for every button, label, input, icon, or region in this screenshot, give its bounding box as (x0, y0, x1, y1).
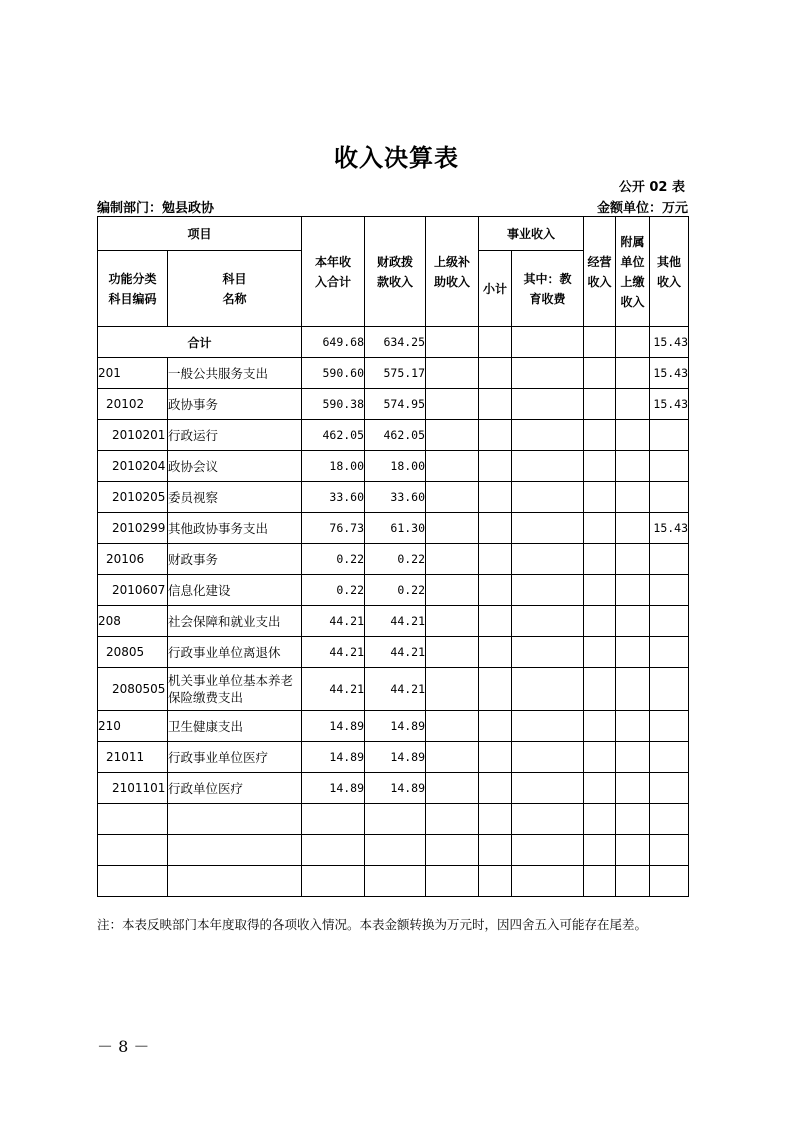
cell-other (650, 544, 689, 575)
cell-subtotal (479, 575, 512, 606)
cell-annual: 33.60 (302, 482, 365, 513)
empty-cell (650, 804, 689, 835)
cell-upper (426, 389, 479, 420)
cell-code: 20106 (98, 544, 168, 575)
header-edu-fee: 其中：教育收费 (512, 251, 584, 327)
cell-name: 一般公共服务支出 (168, 358, 302, 389)
cell-annual: 18.00 (302, 451, 365, 482)
table-row (98, 575, 689, 606)
empty-row (98, 804, 689, 835)
empty-cell (98, 804, 168, 835)
cell-upper (426, 773, 479, 804)
table-row (98, 711, 689, 742)
cell-code: 210 (98, 711, 168, 742)
empty-cell (584, 866, 616, 897)
table-row (98, 358, 689, 389)
table-row (98, 389, 689, 420)
cell-upper (426, 451, 479, 482)
cell-operating (584, 451, 616, 482)
table-row (98, 742, 689, 773)
cell-upper (426, 358, 479, 389)
cell-upper (426, 742, 479, 773)
cell-affiliated (616, 544, 650, 575)
cell-annual: 44.21 (302, 668, 365, 711)
cell-operating (584, 513, 616, 544)
cell-edu (512, 513, 584, 544)
empty-cell (616, 835, 650, 866)
total-row (98, 327, 689, 358)
cell-edu (512, 575, 584, 606)
empty-cell (479, 804, 512, 835)
cell-affiliated (616, 742, 650, 773)
cell-affiliated (616, 389, 650, 420)
cell-operating (584, 575, 616, 606)
empty-cell (98, 835, 168, 866)
cell-operating (584, 358, 616, 389)
table-row (98, 420, 689, 451)
table-row (98, 544, 689, 575)
cell-annual: 0.22 (302, 575, 365, 606)
cell-subtotal (479, 389, 512, 420)
cell-affiliated (616, 575, 650, 606)
cell-upper (426, 637, 479, 668)
cell-other (650, 637, 689, 668)
empty-row (98, 866, 689, 897)
cell-fiscal: 61.30 (365, 513, 426, 544)
cell-other: 15.43 (650, 389, 689, 420)
cell-edu (512, 668, 584, 711)
cell-upper (426, 513, 479, 544)
cell-other: 15.43 (650, 513, 689, 544)
cell-fiscal: 44.21 (365, 606, 426, 637)
total-label: 合计 (98, 327, 302, 358)
table-row (98, 482, 689, 513)
cell-annual: 44.21 (302, 606, 365, 637)
header-fiscal: 财政拨款收入 (365, 217, 426, 327)
cell-affiliated (616, 668, 650, 711)
cell-fiscal: 44.21 (365, 668, 426, 711)
cell-annual: 590.60 (302, 358, 365, 389)
cell-other (650, 575, 689, 606)
empty-cell (365, 804, 426, 835)
cell-operating (584, 606, 616, 637)
cell-name: 行政单位医疗 (168, 773, 302, 804)
cell-affiliated (616, 358, 650, 389)
cell-affiliated (616, 420, 650, 451)
cell-edu (512, 451, 584, 482)
cell-subtotal (479, 513, 512, 544)
cell-fiscal: 14.89 (365, 742, 426, 773)
cell-subtotal (479, 637, 512, 668)
cell-affiliated (616, 711, 650, 742)
cell-name: 卫生健康支出 (168, 711, 302, 742)
empty-cell (168, 804, 302, 835)
cell-edu (512, 637, 584, 668)
cell-name: 行政运行 (168, 420, 302, 451)
cell-fiscal: 14.89 (365, 773, 426, 804)
form-number: 公开 02 表 (618, 180, 685, 195)
cell-other (650, 668, 689, 711)
header-other: 其他收入 (650, 217, 689, 327)
empty-cell (584, 804, 616, 835)
cell-operating (584, 773, 616, 804)
cell-name: 机关事业单位基本养老保险缴费支出 (168, 668, 302, 711)
cell-edu (512, 389, 584, 420)
empty-row (98, 835, 689, 866)
empty-cell (302, 804, 365, 835)
cell-edu (512, 606, 584, 637)
cell-affiliated (616, 637, 650, 668)
cell-subtotal (479, 606, 512, 637)
cell-code: 20102 (98, 389, 168, 420)
cell-upper (426, 420, 479, 451)
cell-code: 21011 (98, 742, 168, 773)
cell-subtotal (479, 742, 512, 773)
empty-cell (650, 866, 689, 897)
cell-code: 20805 (98, 637, 168, 668)
header-affiliated: 附属单位上缴收入 (616, 217, 650, 327)
cell-other: 15.43 (650, 327, 689, 358)
cell-subtotal (479, 327, 512, 358)
cell-code: 201 (98, 358, 168, 389)
cell-edu (512, 327, 584, 358)
cell-fiscal: 14.89 (365, 711, 426, 742)
cell-name: 社会保障和就业支出 (168, 606, 302, 637)
cell-affiliated (616, 513, 650, 544)
cell-name: 信息化建设 (168, 575, 302, 606)
cell-name: 政协会议 (168, 451, 302, 482)
cell-annual: 0.22 (302, 544, 365, 575)
cell-annual: 462.05 (302, 420, 365, 451)
cell-fiscal: 634.25 (365, 327, 426, 358)
cell-fiscal: 574.95 (365, 389, 426, 420)
cell-annual: 14.89 (302, 773, 365, 804)
cell-operating (584, 742, 616, 773)
cell-operating (584, 637, 616, 668)
cell-code: 2080505 (98, 668, 168, 711)
cell-other (650, 420, 689, 451)
cell-subtotal (479, 451, 512, 482)
cell-fiscal: 0.22 (365, 575, 426, 606)
empty-cell (512, 804, 584, 835)
cell-name: 财政事务 (168, 544, 302, 575)
cell-code: 2010205 (98, 482, 168, 513)
cell-operating (584, 711, 616, 742)
cell-affiliated (616, 482, 650, 513)
cell-fiscal: 0.22 (365, 544, 426, 575)
cell-fiscal: 575.17 (365, 358, 426, 389)
empty-cell (479, 835, 512, 866)
page-number: － 8 － (97, 1037, 150, 1056)
cell-name: 其他政协事务支出 (168, 513, 302, 544)
cell-code: 2010299 (98, 513, 168, 544)
cell-operating (584, 668, 616, 711)
cell-code: 2010201 (98, 420, 168, 451)
header-subtotal: 小计 (479, 251, 512, 327)
cell-edu (512, 482, 584, 513)
cell-upper (426, 606, 479, 637)
cell-upper (426, 544, 479, 575)
cell-operating (584, 327, 616, 358)
department-label: 编制部门：勉县政协 (97, 201, 215, 216)
cell-edu (512, 742, 584, 773)
cell-edu (512, 544, 584, 575)
cell-other (650, 711, 689, 742)
cell-edu (512, 773, 584, 804)
header-func-code: 功能分类科目编码 (98, 251, 168, 327)
header-upper-subsidy: 上级补助收入 (426, 217, 479, 327)
unit-label: 金额单位：万元 (596, 201, 688, 216)
table-row (98, 451, 689, 482)
empty-cell (302, 866, 365, 897)
cell-affiliated (616, 606, 650, 637)
cell-other (650, 773, 689, 804)
cell-name: 行政事业单位医疗 (168, 742, 302, 773)
cell-operating (584, 482, 616, 513)
cell-name: 行政事业单位离退休 (168, 637, 302, 668)
cell-edu (512, 358, 584, 389)
table-row (98, 513, 689, 544)
cell-subtotal (479, 544, 512, 575)
empty-cell (98, 866, 168, 897)
empty-cell (616, 804, 650, 835)
cell-code: 208 (98, 606, 168, 637)
cell-name: 委员视察 (168, 482, 302, 513)
cell-fiscal: 44.21 (365, 637, 426, 668)
cell-annual: 590.38 (302, 389, 365, 420)
cell-affiliated (616, 451, 650, 482)
table-row (98, 668, 689, 711)
table-row (98, 773, 689, 804)
cell-other (650, 451, 689, 482)
cell-edu (512, 711, 584, 742)
cell-annual: 76.73 (302, 513, 365, 544)
footnote: 注：本表反映部门本年度取得的各项收入情况。本表金额转换为万元时，因四舍五入可能存在尾差。 (97, 917, 648, 932)
cell-code: 2010204 (98, 451, 168, 482)
empty-cell (650, 835, 689, 866)
cell-subtotal (479, 668, 512, 711)
cell-affiliated (616, 773, 650, 804)
cell-other: 15.43 (650, 358, 689, 389)
header-annual-total: 本年收入合计 (302, 217, 365, 327)
cell-upper (426, 482, 479, 513)
cell-upper (426, 327, 479, 358)
header-business: 事业收入 (479, 217, 584, 251)
empty-cell (365, 866, 426, 897)
empty-cell (426, 835, 479, 866)
cell-operating (584, 420, 616, 451)
income-table (97, 216, 689, 897)
cell-upper (426, 668, 479, 711)
cell-annual: 14.89 (302, 711, 365, 742)
cell-operating (584, 544, 616, 575)
cell-subtotal (479, 358, 512, 389)
cell-annual: 649.68 (302, 327, 365, 358)
empty-cell (616, 866, 650, 897)
empty-cell (512, 835, 584, 866)
cell-operating (584, 389, 616, 420)
cell-other (650, 482, 689, 513)
cell-annual: 14.89 (302, 742, 365, 773)
cell-affiliated (616, 327, 650, 358)
cell-upper (426, 575, 479, 606)
page-title: 收入决算表 (334, 144, 459, 172)
cell-name: 政协事务 (168, 389, 302, 420)
cell-annual: 44.21 (302, 637, 365, 668)
table-row (98, 606, 689, 637)
cell-edu (512, 420, 584, 451)
cell-subtotal (479, 773, 512, 804)
cell-subtotal (479, 711, 512, 742)
empty-cell (479, 866, 512, 897)
cell-subtotal (479, 420, 512, 451)
cell-fiscal: 462.05 (365, 420, 426, 451)
empty-cell (168, 866, 302, 897)
header-operating: 经营收入 (584, 217, 616, 327)
header-item: 项目 (98, 217, 302, 251)
meta-row (97, 197, 688, 216)
empty-cell (426, 866, 479, 897)
cell-fiscal: 33.60 (365, 482, 426, 513)
empty-cell (365, 835, 426, 866)
header-subject-name: 科目名称 (168, 251, 302, 327)
cell-code: 2010607 (98, 575, 168, 606)
cell-code: 2101101 (98, 773, 168, 804)
cell-upper (426, 711, 479, 742)
empty-cell (426, 804, 479, 835)
empty-cell (168, 835, 302, 866)
empty-cell (302, 835, 365, 866)
cell-subtotal (479, 482, 512, 513)
cell-other (650, 742, 689, 773)
table-row (98, 637, 689, 668)
empty-cell (512, 866, 584, 897)
cell-fiscal: 18.00 (365, 451, 426, 482)
cell-other (650, 606, 689, 637)
empty-cell (584, 835, 616, 866)
